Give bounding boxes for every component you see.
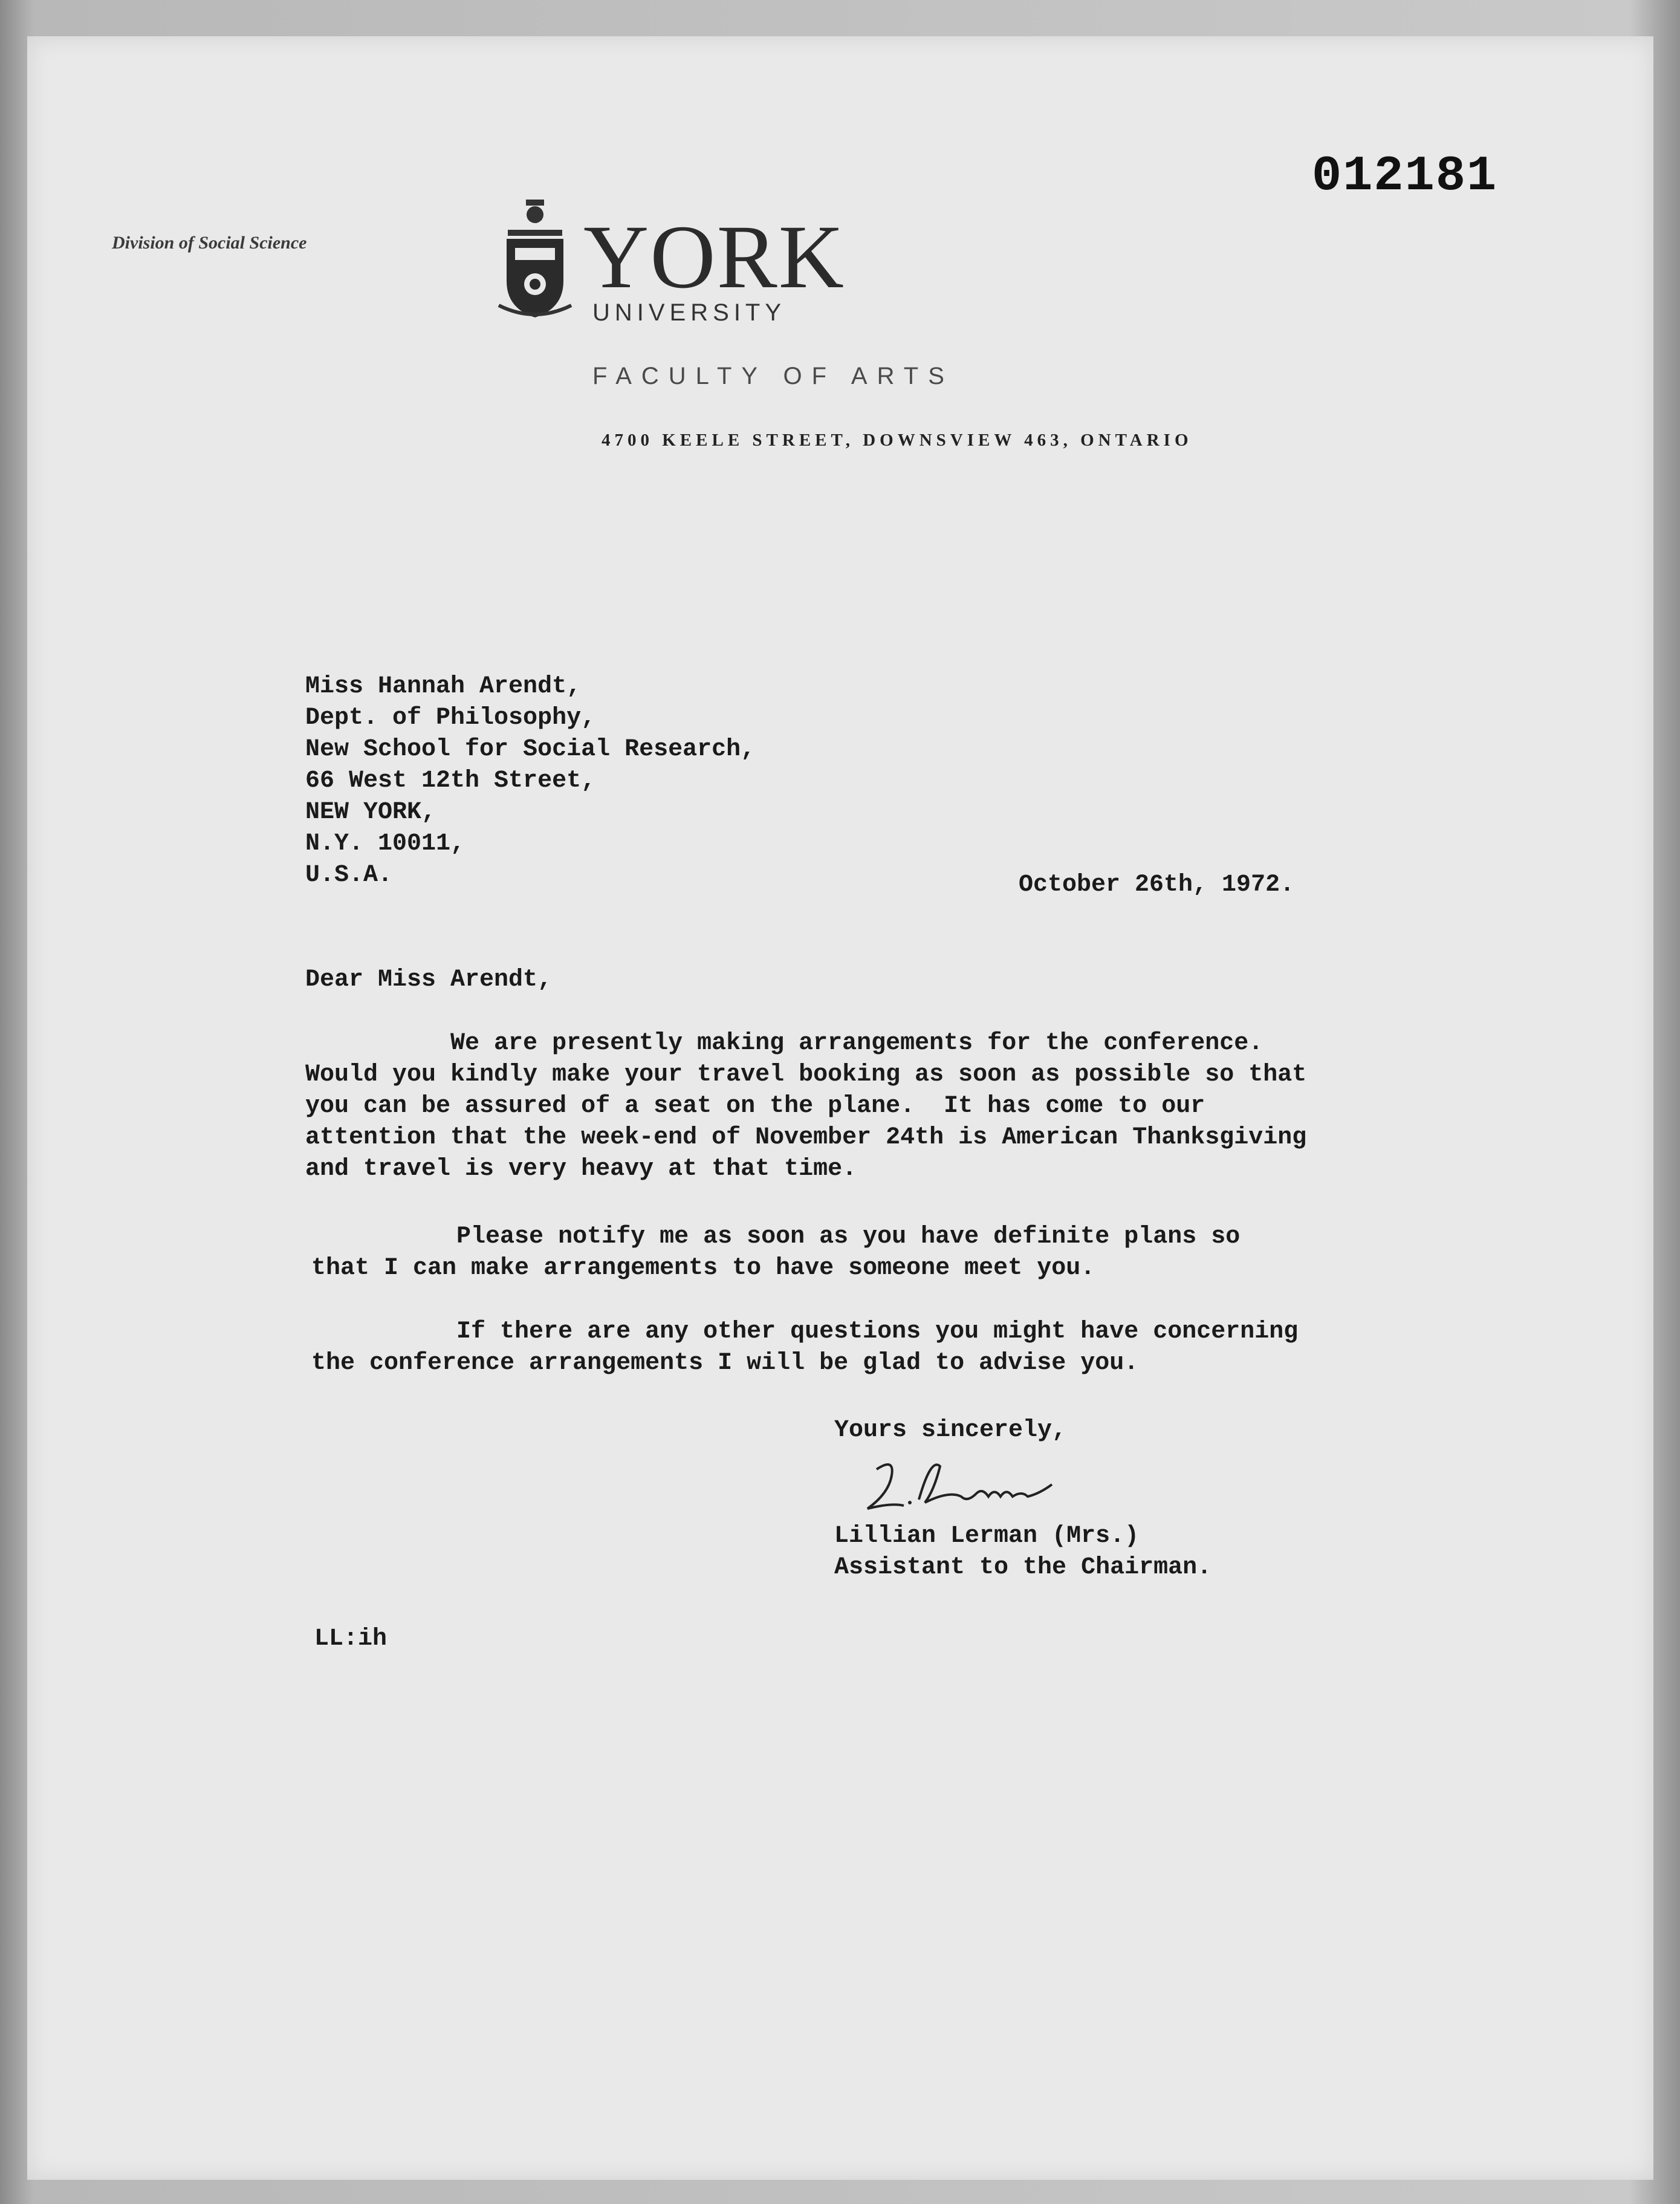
- letterhead-sub: UNIVERSITY: [592, 299, 786, 326]
- paragraph-line: the conference arrangements I will be glad to advise you.: [311, 1350, 1139, 1377]
- paragraph-line: Please notify me as soon as you have definite plans so: [311, 1223, 1241, 1250]
- bleed-through-text: [605, 514, 967, 545]
- signer-title: Assistant to the Chairman.: [834, 1554, 1212, 1581]
- york-crest-icon: [490, 193, 580, 327]
- paragraph-line: you can be assured of a seat on the plane. It has come to our: [305, 1093, 1205, 1120]
- handwritten-signature: [852, 1451, 1106, 1518]
- reference-initials: LL:ih: [314, 1625, 388, 1653]
- recipient-line: 66 West 12th Street,: [305, 767, 596, 795]
- paragraph-line: that I can make arrangements to have someone meet you.: [311, 1255, 1095, 1282]
- paragraph-1: [305, 1028, 1306, 1185]
- recipient-line: Dept. of Philosophy,: [305, 704, 596, 732]
- signer-block: [834, 1521, 1211, 1584]
- letterhead-name: YORK: [583, 207, 846, 307]
- letterhead-address: 4700 KEELE STREET, DOWNSVIEW 463, ONTARIO: [602, 431, 1193, 450]
- paragraph-line: attention that the week-end of November 24th is American Thanksgiving: [305, 1124, 1307, 1151]
- closing: Yours sincerely,: [834, 1417, 1067, 1444]
- recipient-line: Miss Hannah Arendt,: [305, 673, 582, 700]
- paragraph-line: If there are any other questions you might have concerning: [311, 1318, 1299, 1345]
- division-label: Division of Social Science: [112, 233, 307, 253]
- recipient-line: New School for Social Research,: [305, 736, 756, 763]
- paragraph-3: [311, 1316, 1298, 1379]
- letterhead-faculty: FACULTY OF ARTS: [592, 363, 954, 389]
- recipient-address: [305, 671, 755, 891]
- paragraph-2: [311, 1221, 1240, 1284]
- recipient-line: U.S.A.: [305, 862, 393, 889]
- paragraph-line: We are presently making arrangements for the conference.: [305, 1030, 1263, 1057]
- salutation: Dear Miss Arendt,: [305, 966, 553, 993]
- paragraph-line: and travel is very heavy at that time.: [305, 1156, 857, 1183]
- recipient-line: N.Y. 10011,: [305, 830, 465, 857]
- letter-date: October 26th, 1972.: [1019, 871, 1295, 899]
- document-number: 012181: [1312, 148, 1498, 204]
- recipient-line: NEW YORK,: [305, 799, 436, 826]
- signer-name: Lillian Lerman (Mrs.): [834, 1523, 1140, 1550]
- paragraph-line: Would you kindly make your travel booking as soon as possible so that: [305, 1061, 1307, 1088]
